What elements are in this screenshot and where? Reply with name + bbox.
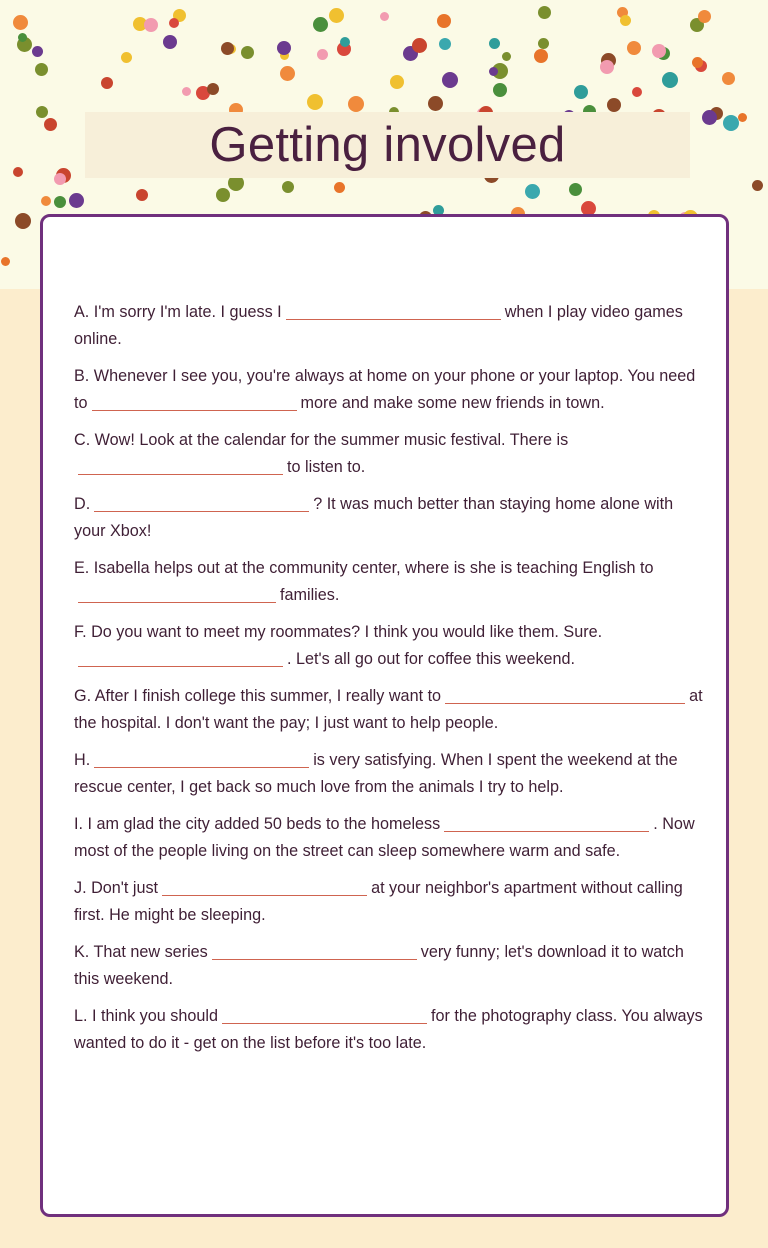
confetti-dot	[54, 173, 66, 185]
confetti-dot	[340, 37, 350, 47]
worksheet-item	[74, 491, 706, 545]
worksheet-card	[40, 214, 729, 1217]
answer-blank[interactable]	[92, 393, 297, 411]
confetti-dot	[738, 113, 747, 122]
item-text: ? It was much better than staying home alone with your Xbox!	[74, 495, 678, 540]
confetti-dot	[538, 38, 549, 49]
item-text: J. Don't just	[74, 879, 159, 897]
item-text: families.	[280, 586, 340, 604]
confetti-dot	[54, 196, 66, 208]
worksheet-item	[74, 619, 706, 673]
answer-blank[interactable]	[444, 814, 649, 832]
page-title: Getting involved	[209, 117, 566, 172]
item-text: B. Whenever I see you, you're always at home on your phone or your laptop. You need to	[74, 367, 700, 412]
confetti-dot	[13, 167, 23, 177]
worksheet-item	[74, 363, 706, 417]
confetti-dot	[489, 38, 500, 49]
confetti-dot	[277, 41, 291, 55]
worksheet-item	[74, 1003, 706, 1057]
worksheet-item	[74, 555, 706, 609]
item-text: E. Isabella helps out at the community center, where is she is teaching English to	[74, 559, 654, 577]
answer-blank[interactable]	[78, 457, 283, 475]
confetti-dot	[493, 83, 507, 97]
confetti-dot	[1, 257, 10, 266]
title-banner	[85, 112, 690, 178]
item-text: . Let's all go out for coffee this weekend.	[287, 650, 576, 668]
confetti-dot	[607, 98, 621, 112]
confetti-dot	[44, 118, 57, 131]
confetti-dot	[348, 96, 364, 112]
answer-blank[interactable]	[222, 1006, 427, 1024]
answer-blank[interactable]	[445, 686, 685, 704]
answer-blank[interactable]	[286, 302, 501, 320]
confetti-dot	[216, 188, 230, 202]
item-text: D.	[74, 495, 91, 513]
confetti-dot	[442, 72, 458, 88]
answer-blank[interactable]	[78, 649, 283, 667]
confetti-dot	[182, 87, 191, 96]
confetti-dot	[525, 184, 540, 199]
confetti-dot	[101, 77, 113, 89]
confetti-dot	[698, 10, 711, 23]
worksheet-item	[74, 683, 706, 737]
item-text: F. Do you want to meet my roommates? I think you would like them. Sure.	[74, 623, 603, 641]
answer-blank[interactable]	[162, 878, 367, 896]
confetti-dot	[144, 18, 158, 32]
confetti-dot	[437, 14, 451, 28]
confetti-dot	[15, 213, 31, 229]
confetti-dot	[752, 180, 763, 191]
confetti-dot	[32, 46, 43, 57]
confetti-dot	[169, 18, 179, 28]
confetti-dot	[329, 8, 344, 23]
confetti-dot	[620, 15, 631, 26]
confetti-dot	[41, 196, 51, 206]
item-text: when I play video games online.	[74, 303, 688, 348]
confetti-dot	[121, 52, 132, 63]
item-text: very funny; let's download it to watch this weekend.	[74, 943, 689, 988]
confetti-dot	[13, 15, 28, 30]
worksheet-items-list	[74, 299, 706, 1057]
answer-blank[interactable]	[212, 942, 417, 960]
worksheet-item	[74, 427, 706, 481]
confetti-dot	[534, 49, 548, 63]
worksheet-item	[74, 811, 706, 865]
confetti-dot	[69, 193, 84, 208]
item-text: K. That new series	[74, 943, 208, 961]
confetti-dot	[722, 72, 735, 85]
confetti-dot	[136, 189, 148, 201]
item-text: is very satisfying. When I spent the weekend at the rescue center, I get back so much love from the animals I try to help.	[74, 751, 683, 796]
confetti-dot	[627, 41, 641, 55]
confetti-dot	[18, 33, 27, 42]
item-text: A. I'm sorry I'm late. I guess I	[74, 303, 282, 321]
item-text: G. After I finish college this summer, I really want to	[74, 687, 442, 705]
confetti-dot	[569, 183, 582, 196]
confetti-dot	[439, 38, 451, 50]
answer-blank[interactable]	[78, 585, 276, 603]
item-text: L. I think you should	[74, 1007, 218, 1025]
confetti-dot	[317, 49, 328, 60]
confetti-dot	[692, 57, 703, 68]
confetti-dot	[538, 6, 551, 19]
item-text: more and make some new friends in town.	[300, 394, 605, 412]
answer-blank[interactable]	[94, 750, 309, 768]
confetti-dot	[36, 106, 48, 118]
item-text: H.	[74, 751, 91, 769]
confetti-dot	[35, 63, 48, 76]
confetti-dot	[652, 44, 666, 58]
confetti-dot	[662, 72, 678, 88]
confetti-dot	[280, 66, 295, 81]
confetti-dot	[241, 46, 254, 59]
worksheet-item	[74, 747, 706, 801]
confetti-dot	[723, 115, 739, 131]
confetti-dot	[502, 52, 511, 61]
confetti-dot	[313, 17, 328, 32]
worksheet-item	[74, 939, 706, 993]
confetti-dot	[163, 35, 177, 49]
confetti-dot	[390, 75, 404, 89]
worksheet-item	[74, 875, 706, 929]
confetti-dot	[632, 87, 642, 97]
item-text: I. I am glad the city added 50 beds to the homeless	[74, 815, 441, 833]
confetti-dot	[282, 181, 294, 193]
item-text: C. Wow! Look at the calendar for the summer music festival. There is	[74, 431, 569, 449]
confetti-dot	[428, 96, 443, 111]
confetti-dot	[334, 182, 345, 193]
confetti-dot	[702, 110, 717, 125]
confetti-dot	[489, 67, 498, 76]
confetti-dot	[207, 83, 219, 95]
confetti-dot	[574, 85, 588, 99]
worksheet-item	[74, 299, 706, 353]
item-text: for the photography class. You always wanted to do it - get on the list before it's too late.	[74, 1007, 708, 1052]
answer-blank[interactable]	[94, 494, 309, 512]
item-text: at the hospital. I don't want the pay; I just want to help people.	[74, 687, 708, 732]
confetti-dot	[412, 38, 427, 53]
confetti-dot	[307, 94, 323, 110]
confetti-dot	[221, 42, 234, 55]
confetti-dot	[380, 12, 389, 21]
item-text: to listen to.	[287, 458, 366, 476]
confetti-dot	[600, 60, 614, 74]
item-text: at your neighbor's apartment without calling first. He might be sleeping.	[74, 879, 688, 924]
item-text: . Now most of the people living on the street can sleep somewhere warm and safe.	[74, 815, 700, 860]
